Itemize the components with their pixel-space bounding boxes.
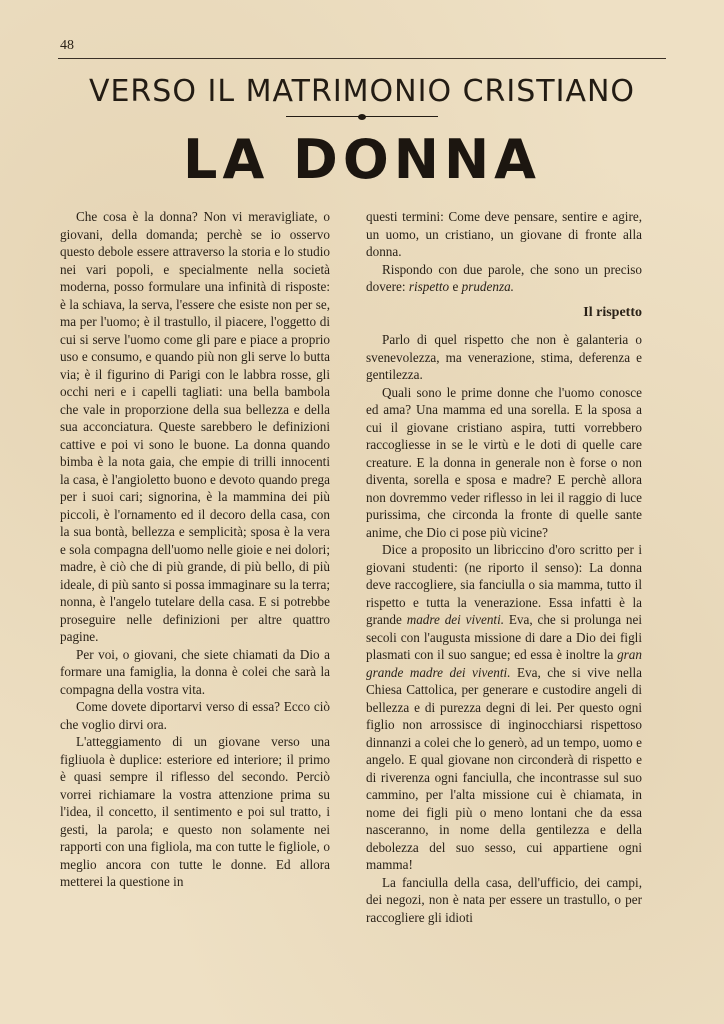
article-title: LA DONNA [183,128,541,191]
paragraph: L'atteggiamento di un giovane verso una figliuola è duplice: esteriore ed interiore; il primo è quasi sempre il riflesso del secondo. Perciò vorrei richiamare la vostra attenzione prima su l'idea, il concetto, il sentimento e poi sul tratto, i gesti, la parola; e questo non solamente nei rapporti con una figliola, ma con tutte le figliole, o meglio ancora con tutte le donne. Ed allora metterei la questione in [60,734,330,889]
emphasis: gran grande madre dei viventi. [366,647,642,680]
title-ornament [286,114,438,120]
paragraph: Parlo di quel rispetto che non è galanteria o svenevolezza, ma venerazione, stima, deferenza e gentilezza. [366,332,642,382]
right-column [366,208,642,926]
paragraph: La fanciulla della casa, dell'ufficio, dei campi, dei negozi, non è nata per essere un trastullo, o per raccogliere gli idioti [366,874,642,925]
paragraph: questi termini: Come deve pensare, sentire e agire, un uomo, un cristiano, un giovane di fronte alla donna. [366,209,642,259]
paragraph: Per voi, o giovani, che siete chiamati da Dio a formare una famiglia, la donna è colei che sarà la compagna della vostra vita. [60,646,330,697]
page-number: 48 [60,38,74,53]
emphasis: madre dei viventi. [406,612,505,627]
left-column [60,208,330,891]
paragraph: Che cosa è la donna? Non vi meravigliate, o giovani, della domanda; perchè se io osservo questo debole essere attraverso la storia e lo studio nei vari popoli, e specialmente nella società moderna, posso formulare una infinità di risposte: è la schiava, la serva, l'essere che esiste non per se, ma per l'uomo; è il trastullo, il piacere, l'oggetto di cui si serve l'uomo come gli pare e piace a proprio uso e consumo, e quando più non gli serve lo butta via; è il figurino di Parigi con le labbra rosse, gli occhi neri e i capelli tagliati: una bella bambola che vale in proporzione della sua bellezza e della sua acconciatura. Queste sarebbero le definizioni cattive e poi vi sono le buone. La donna quando bimba è la nota gaia, che empie di trilli innocenti la casa, è l'angioletto buono e devoto quando prega per i suoi cari; signorina, è la mammina dei più piccoli, è l'ornamento ed il decoro della casa, con la sua bontà, bellezza e semplicità; sposa è la vera e sola compagna dell'uomo nelle gioie e nei dolori; madre, è ciò che di più grande, di più bello, di più ideale, di più santo si possa immaginare su la terra; nonna, è l'angelo tutelare della casa. E si potrebbe proseguire nelle definizioni per altre quattro pagine. [60,209,330,644]
paragraph: Come dovete diportarvi verso di essa? Ecco ciò che voglio dirvi ora. [60,699,330,732]
emphasis: rispetto [408,279,450,294]
emphasis: prudenza. [461,279,514,294]
header-rule [58,58,666,59]
paragraph: Dice a proposito un libriccino d'oro scritto per i giovani studenti: (ne riporto il senso): La donna deve raccogliere, sia fanciulla o sia mamma, tutto il rispetto e tutta la venerazione. Essa infatti è la grande madre dei viventi. Eva, che si prolunga nei secoli con l'augusta missione di dare a Dio dei figli plasmati con il suo sangue; ed essa è inoltre la gran grande madre dei viventi. Eva, che si vive nella Chiesa Cattolica, per generare e custodire angeli di bellezza e di purezza degni di lei. Per questo ogni figlio non arrossisce di inginocchiarsi rispettoso dinnanzi a colei che lo generò, ad un tempo, uomo e angelo. E qual giovane non circonderà di rispetto e di riverenza ogni fanciulla, che incontrasse sul suo cammino, per l'alta missione cui è chiamata, in nome dei figli più o meno lontani che da essa nasceranno, in nome della gentilezza e della debolezza del suo sesso, cui appartiene ogni mamma! [366,542,643,872]
paragraph: Rispondo con due parole, che sono un preciso dovere: rispetto e prudenza. [366,261,642,294]
section-heading: Il rispetto [583,304,642,320]
paragraph: Quali sono le prime donne che l'uomo conosce ed ama? Una mamma ed una sorella. E la sposa a cui il giovane cristiano aspira, tutti vorrebbero raccogliesse in se le virtù e le doti di quelle care creature. E la donna in generale non è forse o non diventa, sorella e sposa e madre? E perchè allora non dovremmo veder riflesso in lei il raggio di luce purissima, che circonda la fronte di quelle sante anime, che Dio ci pose più vicine? [366,384,642,540]
article-supertitle: VERSO IL MATRIMONIO CRISTIANO [88,74,636,109]
